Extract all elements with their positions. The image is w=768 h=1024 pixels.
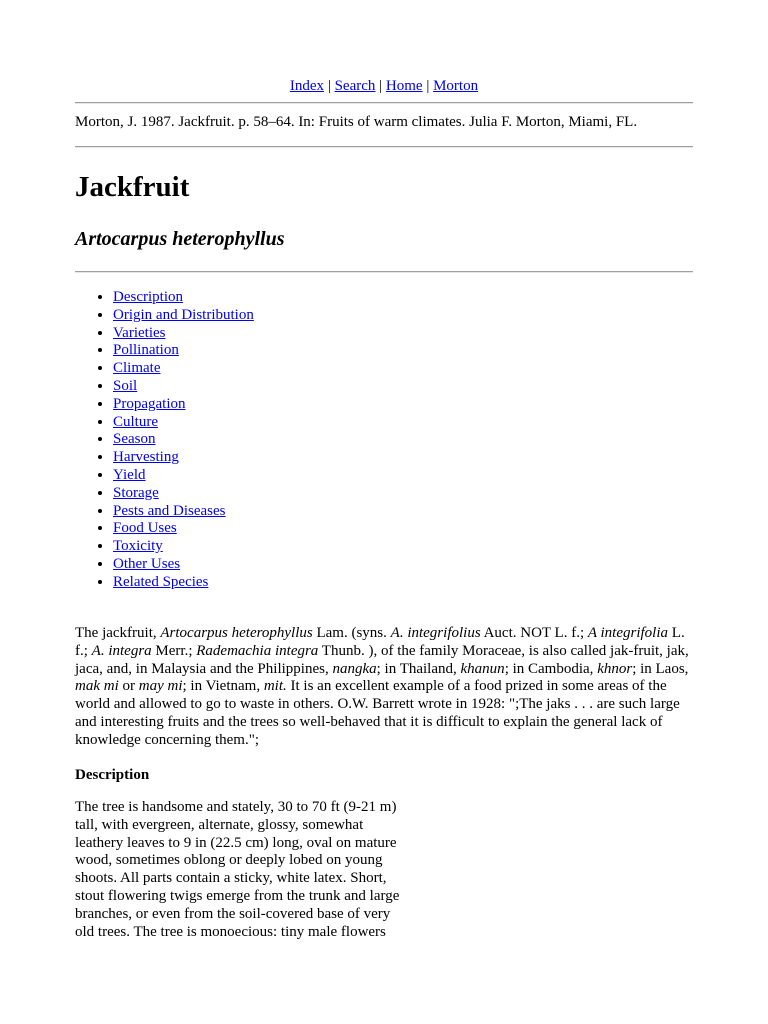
horizontal-rule	[75, 146, 693, 148]
toc-link-yield[interactable]: Yield	[113, 466, 146, 483]
italic-term: Rademachia integra	[196, 642, 319, 659]
text-run: or	[118, 678, 139, 695]
italic-term: A. integrifolius	[390, 625, 481, 641]
toc-link-related-species[interactable]: Related Species	[113, 573, 209, 590]
toc-link-description[interactable]: Description	[113, 289, 183, 305]
italic-term: mak mi	[75, 678, 119, 695]
italic-term: A integrifolia	[587, 625, 669, 641]
text-run: ; in Thailand,	[376, 660, 461, 677]
toc-link-propagation[interactable]: Propagation	[113, 395, 186, 412]
toc-link-season[interactable]: Season	[113, 431, 156, 448]
toc-item	[113, 574, 254, 592]
toc-item	[113, 467, 254, 485]
toc-item	[113, 414, 254, 432]
citation-text: Morton, J. 1987. Jackfruit. p. 58–64. In: Fruits of warm climates. Julia F. Morton, Miami, FL.	[75, 114, 638, 130]
toc-item	[113, 378, 254, 396]
nav-separator: |	[327, 78, 331, 94]
nav-link-morton[interactable]: Morton	[433, 78, 479, 94]
italic-term: Artocarpus heterophyllus	[160, 625, 313, 641]
toc-item	[113, 342, 254, 360]
toc-item	[113, 520, 254, 538]
nav-link-search[interactable]: Search	[334, 78, 376, 94]
text-run: Thunb. ), of the family Moraceae, is also called jak-fruit, jak, jaca, and, in Malaysia and the Philippines,	[75, 642, 689, 677]
horizontal-rule	[75, 271, 693, 273]
toc-link-other-uses[interactable]: Other Uses	[113, 555, 181, 572]
toc-item	[113, 289, 254, 307]
text-run: ; in Cambodia,	[504, 660, 598, 677]
text-run: The jackfruit,	[75, 625, 161, 641]
toc-item	[113, 503, 254, 521]
nav-link-home[interactable]: Home	[385, 78, 423, 94]
text-run: ; in Laos,	[632, 660, 689, 677]
italic-term: khanun	[460, 660, 505, 677]
toc-link-toxicity[interactable]: Toxicity	[113, 538, 163, 555]
italic-term: khnor	[597, 660, 633, 677]
toc-link-pollination[interactable]: Pollination	[113, 342, 179, 359]
nav-link-index[interactable]: Index	[289, 78, 325, 94]
text-run: Auct. NOT L. f.;	[480, 625, 588, 641]
toc-link-culture[interactable]: Culture	[113, 413, 158, 430]
toc-item	[113, 307, 254, 325]
toc-item	[113, 538, 254, 556]
italic-term: A. integra	[91, 642, 152, 659]
toc-link-storage[interactable]: Storage	[113, 484, 159, 501]
toc-link-harvesting[interactable]: Harvesting	[113, 449, 179, 466]
toc-item	[113, 485, 254, 503]
toc-item	[113, 431, 254, 449]
text-run: L. f.;	[75, 625, 685, 659]
toc-item	[113, 360, 254, 378]
text-run: Lam. (syns.	[312, 625, 391, 641]
toc-link-food-uses[interactable]: Food Uses	[113, 520, 177, 537]
intro-paragraph	[75, 625, 693, 750]
toc-link-origin-and-distribution[interactable]: Origin and Distribution	[113, 306, 254, 323]
toc-item	[113, 325, 254, 343]
horizontal-rule	[75, 102, 693, 104]
top-navigation	[75, 77, 693, 95]
toc-link-varieties[interactable]: Varieties	[113, 324, 166, 341]
toc-link-climate[interactable]: Climate	[113, 360, 161, 377]
toc-item	[113, 556, 254, 574]
text-run: Merr.;	[151, 642, 197, 659]
italic-term: nangka	[332, 660, 377, 677]
toc-item	[113, 449, 254, 467]
italic-term: mit.	[263, 678, 287, 695]
toc-link-soil[interactable]: Soil	[113, 377, 138, 394]
nav-separator: |	[426, 78, 430, 94]
toc-item	[113, 396, 254, 414]
page-title: Jackfruit	[75, 171, 190, 203]
text-run: ; in Vietnam,	[182, 678, 264, 695]
italic-term: may mi	[138, 678, 183, 695]
scientific-name: Artocarpus heterophyllus	[75, 228, 285, 250]
description-paragraph: The tree is handsome and stately, 30 to 70 ft (9-21 m) tall, with evergreen, alternate, glossy, somewhat leathery leaves to 9 in (22.5 cm) long, oval on mature wood, sometimes oblong or deeply lobed on young shoots. All parts contain a sticky, white latex. Short, stout flowering twigs emerge from the trunk and large branches, or even from the soil-covered base of very old trees. The tree is monoecious: tiny male flowers	[75, 799, 400, 940]
toc-link-pests-and-diseases[interactable]: Pests and Diseases	[113, 502, 226, 519]
section-heading-description: Description	[75, 767, 150, 783]
nav-separator: |	[379, 78, 383, 94]
table-of-contents	[75, 289, 254, 592]
text-run: It is an excellent example of a food prized in some areas of the world and allowed to go to waste in others. O.W. Barrett wrote in 1928: ";The jaks . . . are such large and interesting fruits and the trees so well-behaved that it is difficult to explain the general lack of knowledge concerning them.";	[75, 678, 680, 748]
